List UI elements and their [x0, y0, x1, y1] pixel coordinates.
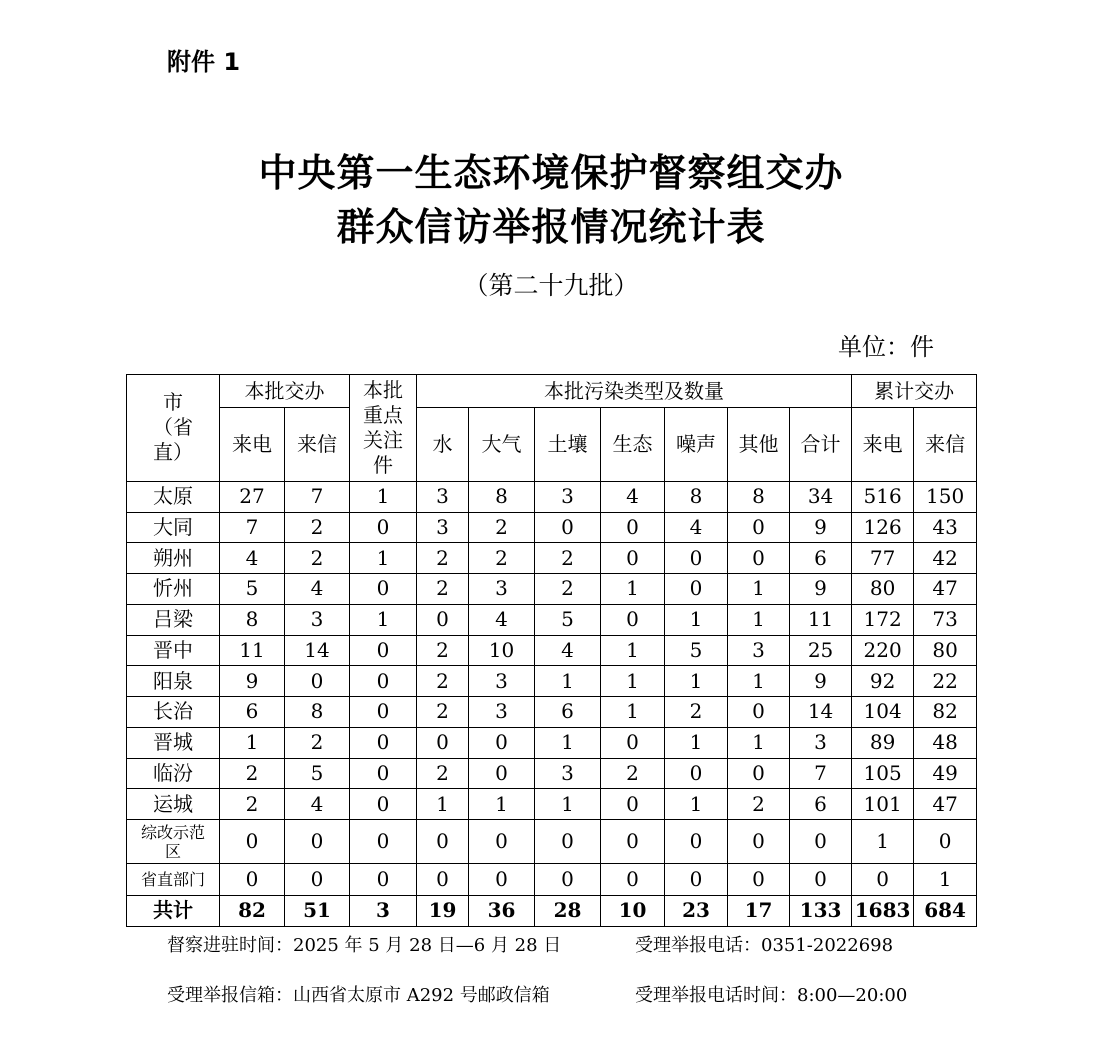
cell-noise: 5 [665, 635, 728, 666]
cell-water: 2 [417, 574, 469, 605]
cell-water: 3 [417, 512, 469, 543]
total-key: 3 [350, 895, 417, 926]
cell-city: 长治 [127, 697, 220, 728]
cell-cum-phone: 105 [852, 758, 914, 789]
cell-letter: 14 [285, 635, 350, 666]
cell-phone: 6 [220, 697, 285, 728]
header-soil: 土壤 [535, 408, 601, 482]
total-total: 133 [790, 895, 852, 926]
total-cum-phone: 1683 [852, 895, 914, 926]
total-other: 17 [728, 895, 790, 926]
cell-key: 0 [350, 574, 417, 605]
total-city: 共计 [127, 895, 220, 926]
cell-letter: 2 [285, 727, 350, 758]
cell-other: 1 [728, 727, 790, 758]
cell-air: 0 [469, 820, 535, 864]
cell-cum-phone: 80 [852, 574, 914, 605]
cell-air: 3 [469, 574, 535, 605]
table-row [127, 481, 977, 512]
total-eco: 10 [601, 895, 665, 926]
cell-city: 晋中 [127, 635, 220, 666]
cell-other: 0 [728, 758, 790, 789]
cell-other: 1 [728, 666, 790, 697]
cell-letter: 4 [285, 574, 350, 605]
cell-air: 1 [469, 789, 535, 820]
table-row [127, 574, 977, 605]
cell-air: 0 [469, 864, 535, 895]
cell-other: 0 [728, 697, 790, 728]
cell-soil: 2 [535, 574, 601, 605]
table-row [127, 512, 977, 543]
header-batch-assigned: 本批交办 [220, 375, 350, 408]
cell-soil: 1 [535, 666, 601, 697]
cell-phone: 7 [220, 512, 285, 543]
cell-city: 朔州 [127, 543, 220, 574]
cell-total: 34 [790, 481, 852, 512]
cell-phone: 2 [220, 789, 285, 820]
table-row [127, 635, 977, 666]
cell-cum-letter: 1 [914, 864, 977, 895]
cell-letter: 0 [285, 864, 350, 895]
cell-key: 0 [350, 758, 417, 789]
cell-soil: 3 [535, 481, 601, 512]
cell-noise: 8 [665, 481, 728, 512]
cell-eco: 0 [601, 820, 665, 864]
cell-soil: 4 [535, 635, 601, 666]
cell-key: 1 [350, 604, 417, 635]
cell-total: 9 [790, 574, 852, 605]
cell-phone: 9 [220, 666, 285, 697]
table-row [127, 697, 977, 728]
cell-total: 6 [790, 543, 852, 574]
cell-noise: 0 [665, 574, 728, 605]
header-subtotal: 合计 [790, 408, 852, 482]
cell-water: 0 [417, 727, 469, 758]
cell-total: 11 [790, 604, 852, 635]
cell-cum-phone: 220 [852, 635, 914, 666]
total-phone: 82 [220, 895, 285, 926]
header-cum-letter: 来信 [914, 408, 977, 482]
total-soil: 28 [535, 895, 601, 926]
cell-air: 10 [469, 635, 535, 666]
cell-eco: 1 [601, 635, 665, 666]
cell-cum-letter: 80 [914, 635, 977, 666]
cell-eco: 1 [601, 666, 665, 697]
cell-city: 大同 [127, 512, 220, 543]
cell-air: 4 [469, 604, 535, 635]
cell-water: 2 [417, 543, 469, 574]
cell-water: 0 [417, 864, 469, 895]
cell-air: 3 [469, 697, 535, 728]
cell-soil: 2 [535, 543, 601, 574]
cell-eco: 0 [601, 789, 665, 820]
cell-phone: 1 [220, 727, 285, 758]
cell-total: 0 [790, 864, 852, 895]
cell-cum-phone: 104 [852, 697, 914, 728]
cell-key: 0 [350, 512, 417, 543]
cell-other: 0 [728, 820, 790, 864]
cell-cum-letter: 49 [914, 758, 977, 789]
cell-air: 3 [469, 666, 535, 697]
cell-city: 省直部门 [127, 864, 220, 895]
cell-water: 0 [417, 604, 469, 635]
cell-other: 8 [728, 481, 790, 512]
cell-key: 0 [350, 635, 417, 666]
cell-air: 0 [469, 758, 535, 789]
cell-phone: 8 [220, 604, 285, 635]
header-cumulative: 累计交办 [852, 375, 977, 408]
table-row [127, 789, 977, 820]
cell-cum-phone: 92 [852, 666, 914, 697]
cell-air: 2 [469, 512, 535, 543]
cell-other: 3 [728, 635, 790, 666]
cell-key: 0 [350, 820, 417, 864]
cell-letter: 8 [285, 697, 350, 728]
cell-key: 1 [350, 481, 417, 512]
cell-letter: 0 [285, 820, 350, 864]
cell-eco: 0 [601, 512, 665, 543]
table-total-row [127, 895, 977, 926]
cell-noise: 2 [665, 697, 728, 728]
cell-phone: 0 [220, 820, 285, 864]
header-phone: 来电 [220, 408, 285, 482]
cell-other: 0 [728, 864, 790, 895]
cell-letter: 7 [285, 481, 350, 512]
cell-letter: 3 [285, 604, 350, 635]
cell-noise: 1 [665, 666, 728, 697]
cell-city: 忻州 [127, 574, 220, 605]
table-row [127, 727, 977, 758]
cell-cum-letter: 48 [914, 727, 977, 758]
cell-cum-letter: 47 [914, 574, 977, 605]
footer-hotline-hours: 受理举报电话时间：8:00—20:00 [635, 985, 908, 1006]
total-air: 36 [469, 895, 535, 926]
cell-soil: 0 [535, 512, 601, 543]
cell-city: 运城 [127, 789, 220, 820]
header-noise: 噪声 [665, 408, 728, 482]
cell-letter: 0 [285, 666, 350, 697]
cell-eco: 0 [601, 543, 665, 574]
cell-cum-letter: 43 [914, 512, 977, 543]
cell-letter: 5 [285, 758, 350, 789]
cell-eco: 0 [601, 604, 665, 635]
cell-letter: 2 [285, 543, 350, 574]
cell-key: 1 [350, 543, 417, 574]
cell-city: 临汾 [127, 758, 220, 789]
cell-noise: 4 [665, 512, 728, 543]
cell-noise: 0 [665, 543, 728, 574]
cell-eco: 0 [601, 864, 665, 895]
cell-cum-phone: 172 [852, 604, 914, 635]
cell-eco: 0 [601, 727, 665, 758]
cell-other: 0 [728, 543, 790, 574]
batch-label: （第二十九批） [463, 271, 639, 300]
document-title-line2: 群众信访举报情况统计表 [336, 205, 766, 249]
cell-eco: 1 [601, 697, 665, 728]
cell-city: 吕梁 [127, 604, 220, 635]
cell-noise: 0 [665, 820, 728, 864]
header-water: 水 [417, 408, 469, 482]
cell-key: 0 [350, 727, 417, 758]
cell-cum-phone: 0 [852, 864, 914, 895]
header-air: 大气 [469, 408, 535, 482]
cell-total: 9 [790, 666, 852, 697]
footer-mailbox: 受理举报信箱：山西省太原市 A292 号邮政信箱 [167, 985, 550, 1006]
statistics-table [126, 374, 977, 927]
cell-soil: 0 [535, 820, 601, 864]
cell-phone: 11 [220, 635, 285, 666]
cell-letter: 2 [285, 512, 350, 543]
header-cum-phone: 来电 [852, 408, 914, 482]
cell-water: 2 [417, 635, 469, 666]
cell-other: 1 [728, 574, 790, 605]
cell-cum-phone: 1 [852, 820, 914, 864]
cell-noise: 0 [665, 758, 728, 789]
cell-total: 6 [790, 789, 852, 820]
cell-cum-phone: 101 [852, 789, 914, 820]
cell-city: 太原 [127, 481, 220, 512]
cell-noise: 1 [665, 727, 728, 758]
cell-water: 0 [417, 820, 469, 864]
cell-total: 25 [790, 635, 852, 666]
cell-air: 8 [469, 481, 535, 512]
cell-other: 0 [728, 512, 790, 543]
header-pollution-types: 本批污染类型及数量 [417, 375, 852, 408]
cell-key: 0 [350, 666, 417, 697]
cell-cum-phone: 516 [852, 481, 914, 512]
cell-key: 0 [350, 789, 417, 820]
document-title-line1: 中央第一生态环境保护督察组交办 [258, 151, 844, 195]
cell-noise: 1 [665, 789, 728, 820]
cell-soil: 6 [535, 697, 601, 728]
cell-water: 1 [417, 789, 469, 820]
cell-eco: 4 [601, 481, 665, 512]
cell-phone: 2 [220, 758, 285, 789]
cell-phone: 4 [220, 543, 285, 574]
cell-noise: 1 [665, 604, 728, 635]
attachment-label: 附件 1 [167, 48, 241, 76]
total-water: 19 [417, 895, 469, 926]
cell-phone: 5 [220, 574, 285, 605]
cell-noise: 0 [665, 864, 728, 895]
table-row [127, 604, 977, 635]
table-row [127, 820, 977, 864]
table-row [127, 543, 977, 574]
header-city: 市（省直） [127, 375, 220, 482]
cell-phone: 27 [220, 481, 285, 512]
cell-soil: 5 [535, 604, 601, 635]
cell-city: 阳泉 [127, 666, 220, 697]
table-row [127, 666, 977, 697]
cell-cum-letter: 0 [914, 820, 977, 864]
cell-cum-letter: 150 [914, 481, 977, 512]
cell-water: 3 [417, 481, 469, 512]
cell-cum-phone: 77 [852, 543, 914, 574]
cell-eco: 1 [601, 574, 665, 605]
cell-water: 2 [417, 666, 469, 697]
cell-eco: 2 [601, 758, 665, 789]
cell-air: 2 [469, 543, 535, 574]
cell-letter: 4 [285, 789, 350, 820]
cell-total: 0 [790, 820, 852, 864]
footer-hotline: 受理举报电话：0351-2022698 [635, 935, 894, 956]
cell-water: 2 [417, 758, 469, 789]
cell-total: 7 [790, 758, 852, 789]
total-noise: 23 [665, 895, 728, 926]
cell-total: 3 [790, 727, 852, 758]
cell-cum-letter: 73 [914, 604, 977, 635]
header-key-focus: 本批重点关注件 [350, 375, 417, 482]
header-letter: 来信 [285, 408, 350, 482]
cell-key: 0 [350, 864, 417, 895]
header-other: 其他 [728, 408, 790, 482]
unit-label: 单位：件 [838, 333, 934, 361]
cell-soil: 1 [535, 789, 601, 820]
cell-phone: 0 [220, 864, 285, 895]
footer-stay-period: 督察进驻时间：2025 年 5 月 28 日—6 月 28 日 [167, 935, 562, 956]
cell-soil: 3 [535, 758, 601, 789]
total-letter: 51 [285, 895, 350, 926]
cell-cum-letter: 82 [914, 697, 977, 728]
cell-water: 2 [417, 697, 469, 728]
cell-city: 晋城 [127, 727, 220, 758]
table-row [127, 864, 977, 895]
cell-cum-letter: 22 [914, 666, 977, 697]
cell-cum-phone: 126 [852, 512, 914, 543]
header-ecology: 生态 [601, 408, 665, 482]
total-cum-letter: 684 [914, 895, 977, 926]
cell-cum-phone: 89 [852, 727, 914, 758]
cell-total: 14 [790, 697, 852, 728]
cell-cum-letter: 47 [914, 789, 977, 820]
cell-cum-letter: 42 [914, 543, 977, 574]
cell-other: 2 [728, 789, 790, 820]
cell-soil: 0 [535, 864, 601, 895]
cell-key: 0 [350, 697, 417, 728]
cell-city: 综改示范区 [127, 820, 220, 864]
cell-air: 0 [469, 727, 535, 758]
cell-total: 9 [790, 512, 852, 543]
cell-other: 1 [728, 604, 790, 635]
cell-soil: 1 [535, 727, 601, 758]
table-row [127, 758, 977, 789]
